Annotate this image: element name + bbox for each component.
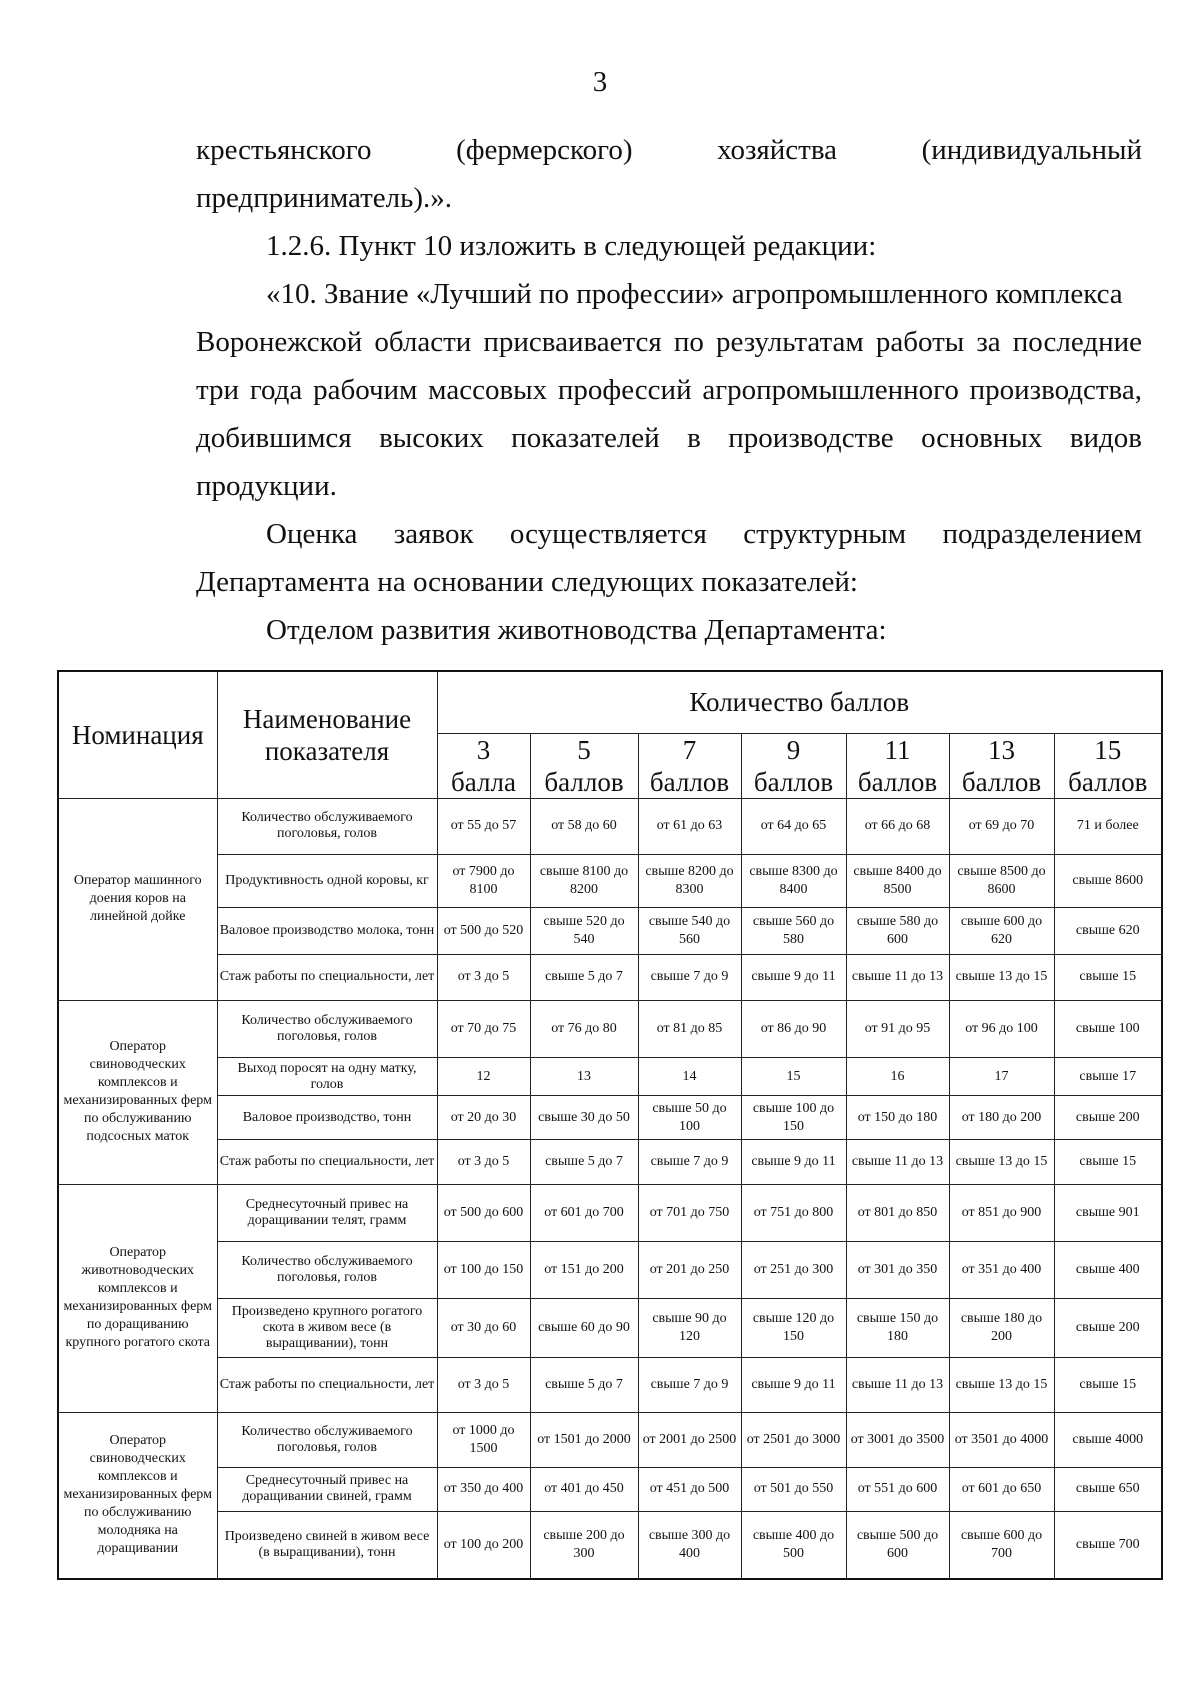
value-cell: свыше 560 до 580 — [741, 908, 846, 954]
paragraph-3-line-1: Оценка заявок осуществляется структурным подразделением — [266, 518, 1142, 550]
amendment-heading: 1.2.6. Пункт 10 изложить в следующей редакции: — [266, 230, 877, 262]
value-cell: свыше 4000 — [1054, 1412, 1162, 1467]
value-cell: от 70 до 75 — [437, 1001, 530, 1058]
points-number: 13 — [988, 734, 1015, 765]
value-cell: свыше 8500 до 8600 — [949, 855, 1054, 908]
points-unit: баллов — [961, 766, 1042, 797]
value-cell: свыше 50 до 100 — [638, 1096, 741, 1140]
value-cell: свыше 9 до 11 — [741, 1357, 846, 1412]
table-row — [58, 1140, 1162, 1184]
value-cell: свыше 13 до 15 — [949, 1140, 1054, 1184]
value-cell: от 96 до 100 — [949, 1001, 1054, 1058]
value-cell: свыше 15 — [1054, 1357, 1162, 1412]
indicator-cell: Стаж работы по специальности, лет — [217, 1140, 437, 1184]
value-cell: от 1501 до 2000 — [530, 1412, 638, 1467]
table-row — [58, 908, 1162, 954]
value-cell: от 451 до 500 — [638, 1467, 741, 1511]
paragraph-2-line-1: «10. Звание «Лучший по профессии» агропромышленного комплекса — [266, 278, 1123, 310]
value-cell: от 180 до 200 — [949, 1096, 1054, 1140]
paragraph-1-line-2: предприниматель).». — [196, 182, 453, 214]
value-cell: свыше 650 — [1054, 1467, 1162, 1511]
value-cell: от 7900 до 8100 — [437, 855, 530, 908]
value-cell: свыше 600 до 620 — [949, 908, 1054, 954]
points-number: 15 — [1094, 734, 1122, 765]
value-cell: 12 — [437, 1058, 530, 1096]
indicator-cell: Стаж работы по специальности, лет — [217, 954, 437, 1000]
table-row — [58, 1001, 1162, 1058]
points-unit: баллов — [1068, 766, 1148, 797]
points-number: 9 — [786, 734, 801, 765]
table-row — [58, 1357, 1162, 1412]
paragraph-3-line-2: Департамента на основании следующих показателей: — [196, 566, 858, 598]
value-cell: от 3 до 5 — [437, 1140, 530, 1184]
value-cell: свыше 100 — [1054, 1001, 1162, 1058]
value-cell: свыше 8600 — [1054, 855, 1162, 908]
value-cell: 14 — [638, 1058, 741, 1096]
value-cell: от 58 до 60 — [530, 798, 638, 855]
value-cell: свыше 5 до 7 — [530, 954, 638, 1000]
indicator-cell: Произведено свиней в живом весе (в выращивании), тонн — [217, 1511, 437, 1579]
value-cell: свыше 7 до 9 — [638, 1357, 741, 1412]
value-cell: свыше 150 до 180 — [846, 1298, 949, 1357]
value-cell: свыше 200 до 300 — [530, 1511, 638, 1579]
value-cell: свыше 5 до 7 — [530, 1357, 638, 1412]
value-cell: свыше 8300 до 8400 — [741, 855, 846, 908]
value-cell: от 350 до 400 — [437, 1467, 530, 1511]
word: (фермерского) — [456, 134, 633, 166]
word: (индивидуальный — [921, 134, 1142, 166]
value-cell: свыше 5 до 7 — [530, 1140, 638, 1184]
table-row — [58, 855, 1162, 908]
value-cell: от 500 до 600 — [437, 1184, 530, 1241]
nomination-cell: Оператор машинного доения коров на линейной дойке — [58, 798, 217, 1001]
points-header — [1054, 733, 1162, 798]
paragraph-2 — [196, 270, 1142, 510]
header-indicator: Наименование показателя — [217, 671, 437, 798]
points-header — [741, 733, 846, 798]
points-number: 3 — [476, 734, 491, 765]
points-header — [437, 733, 530, 798]
value-cell: свыше 520 до 540 — [530, 908, 638, 954]
value-cell: свыше 901 — [1054, 1184, 1162, 1241]
value-cell: от 30 до 60 — [437, 1298, 530, 1357]
table-row — [58, 954, 1162, 1000]
value-cell: свыше 300 до 400 — [638, 1511, 741, 1579]
value-cell: свыше 11 до 13 — [846, 1357, 949, 1412]
value-cell: свыше 200 — [1054, 1298, 1162, 1357]
value-cell: 16 — [846, 1058, 949, 1096]
value-cell: свыше 700 — [1054, 1511, 1162, 1579]
value-cell: от 251 до 300 — [741, 1241, 846, 1298]
value-cell: свыше 13 до 15 — [949, 1357, 1054, 1412]
scoring-table — [57, 670, 1163, 1580]
points-unit: баллов — [649, 766, 730, 797]
indicator-cell: Количество обслуживаемого поголовья, голов — [217, 1412, 437, 1467]
value-cell: свыше 8400 до 8500 — [846, 855, 949, 908]
value-cell: от 2501 до 3000 — [741, 1412, 846, 1467]
value-cell: от 64 до 65 — [741, 798, 846, 855]
value-cell: от 851 до 900 — [949, 1184, 1054, 1241]
value-cell: свыше 180 до 200 — [949, 1298, 1054, 1357]
points-number: 7 — [682, 734, 697, 765]
points-unit: баллов — [857, 766, 938, 797]
value-cell: от 61 до 63 — [638, 798, 741, 855]
indicator-cell: Количество обслуживаемого поголовья, голов — [217, 1001, 437, 1058]
value-cell: 71 и более — [1054, 798, 1162, 855]
table-row — [58, 1412, 1162, 1467]
indicator-cell: Продуктивность одной коровы, кг — [217, 855, 437, 908]
value-cell: от 601 до 650 — [949, 1467, 1054, 1511]
value-cell: свыше 7 до 9 — [638, 1140, 741, 1184]
value-cell: от 86 до 90 — [741, 1001, 846, 1058]
value-cell: свыше 8100 до 8200 — [530, 855, 638, 908]
value-cell: от 76 до 80 — [530, 1001, 638, 1058]
value-cell: от 201 до 250 — [638, 1241, 741, 1298]
value-cell: от 401 до 450 — [530, 1467, 638, 1511]
value-cell: от 551 до 600 — [846, 1467, 949, 1511]
table-row — [58, 798, 1162, 855]
value-cell: свыше 200 — [1054, 1096, 1162, 1140]
value-cell: свыше 7 до 9 — [638, 954, 741, 1000]
value-cell: свыше 400 — [1054, 1241, 1162, 1298]
value-cell: свыше 15 — [1054, 1140, 1162, 1184]
table-row — [58, 1298, 1162, 1357]
indicator-cell: Валовое производство молока, тонн — [217, 908, 437, 954]
value-cell: свыше 8200 до 8300 — [638, 855, 741, 908]
value-cell: свыше 60 до 90 — [530, 1298, 638, 1357]
value-cell: свыше 13 до 15 — [949, 954, 1054, 1000]
paragraph-2-body: Воронежской области присваивается по результатам работы за последние три года рабочим массовых профессий агропромышленного производства, добившимся высоких показателей в производстве основных видов продукции. — [196, 326, 1142, 502]
nomination-cell: Оператор свиноводческих комплексов и механизированных ферм по обслуживанию молодняка на доращивании — [58, 1412, 217, 1579]
value-cell: 15 — [741, 1058, 846, 1096]
value-cell: от 100 до 150 — [437, 1241, 530, 1298]
value-cell: от 151 до 200 — [530, 1241, 638, 1298]
value-cell: от 3 до 5 — [437, 1357, 530, 1412]
word: крестьянского — [196, 134, 372, 166]
value-cell: свыше 9 до 11 — [741, 954, 846, 1000]
value-cell: от 2001 до 2500 — [638, 1412, 741, 1467]
value-cell: свыше 11 до 13 — [846, 954, 949, 1000]
value-cell: от 69 до 70 — [949, 798, 1054, 855]
points-unit: баллов — [753, 766, 834, 797]
value-cell: 13 — [530, 1058, 638, 1096]
indicator-cell: Произведено крупного рогатого скота в живом весе (в выращивании), тонн — [217, 1298, 437, 1357]
value-cell: от 601 до 700 — [530, 1184, 638, 1241]
value-cell: от 91 до 95 — [846, 1001, 949, 1058]
table-row — [58, 1058, 1162, 1096]
value-cell: от 301 до 350 — [846, 1241, 949, 1298]
value-cell: свыше 540 до 560 — [638, 908, 741, 954]
value-cell: свыше 11 до 13 — [846, 1140, 949, 1184]
value-cell: от 1000 до 1500 — [437, 1412, 530, 1467]
value-cell: свыше 400 до 500 — [741, 1511, 846, 1579]
paragraph-3 — [196, 510, 1142, 606]
table-row — [58, 1467, 1162, 1511]
points-header — [949, 733, 1054, 798]
value-cell: от 801 до 850 — [846, 1184, 949, 1241]
points-number: 5 — [577, 734, 591, 765]
value-cell: свыше 500 до 600 — [846, 1511, 949, 1579]
value-cell: от 3001 до 3500 — [846, 1412, 949, 1467]
indicator-cell: Количество обслуживаемого поголовья, голов — [217, 798, 437, 855]
value-cell: свыше 17 — [1054, 1058, 1162, 1096]
value-cell: свыше 120 до 150 — [741, 1298, 846, 1357]
value-cell: от 701 до 750 — [638, 1184, 741, 1241]
value-cell: от 81 до 85 — [638, 1001, 741, 1058]
value-cell: от 500 до 520 — [437, 908, 530, 954]
value-cell: свыше 580 до 600 — [846, 908, 949, 954]
nomination-cell: Оператор свиноводческих комплексов и механизированных ферм по обслуживанию подсосных маток — [58, 1001, 217, 1185]
value-cell: от 150 до 180 — [846, 1096, 949, 1140]
value-cell: свыше 9 до 11 — [741, 1140, 846, 1184]
value-cell: от 3 до 5 — [437, 954, 530, 1000]
table-row — [58, 1184, 1162, 1241]
points-header — [846, 733, 949, 798]
value-cell: от 501 до 550 — [741, 1467, 846, 1511]
value-cell: от 751 до 800 — [741, 1184, 846, 1241]
table-row — [58, 1241, 1162, 1298]
value-cell: 17 — [949, 1058, 1054, 1096]
points-header — [638, 733, 741, 798]
value-cell: свыше 90 до 120 — [638, 1298, 741, 1357]
indicator-cell: Стаж работы по специальности, лет — [217, 1357, 437, 1412]
page-number: 3 — [592, 66, 608, 98]
value-cell: от 20 до 30 — [437, 1096, 530, 1140]
value-cell: от 66 до 68 — [846, 798, 949, 855]
header-nomination: Номинация — [58, 671, 217, 798]
indicator-cell: Среднесуточный привес на доращивании телят, грамм — [217, 1184, 437, 1241]
indicator-cell: Среднесуточный привес на доращивании свиней, грамм — [217, 1467, 437, 1511]
value-cell: от 3501 до 4000 — [949, 1412, 1054, 1467]
table-caption: Отделом развития животноводства Департамента: — [266, 614, 887, 646]
value-cell: от 351 до 400 — [949, 1241, 1054, 1298]
indicator-cell: Количество обслуживаемого поголовья, голов — [217, 1241, 437, 1298]
points-header — [530, 733, 638, 798]
indicator-cell: Выход поросят на одну матку, голов — [217, 1058, 437, 1096]
points-unit: баллов — [544, 766, 624, 797]
nomination-cell: Оператор животноводческих комплексов и механизированных ферм по доращиванию крупного рогатого скота — [58, 1184, 217, 1412]
paragraph-1-line-1 — [196, 126, 1142, 174]
value-cell: свыше 15 — [1054, 954, 1162, 1000]
points-unit: балла — [451, 766, 516, 797]
word: хозяйства — [717, 134, 837, 166]
value-cell: от 100 до 200 — [437, 1511, 530, 1579]
table-row — [58, 1511, 1162, 1579]
value-cell: свыше 620 — [1054, 908, 1162, 954]
points-number: 11 — [884, 734, 911, 765]
table-row — [58, 1096, 1162, 1140]
indicator-cell: Валовое производство, тонн — [217, 1096, 437, 1140]
value-cell: свыше 30 до 50 — [530, 1096, 638, 1140]
value-cell: свыше 600 до 700 — [949, 1511, 1054, 1579]
value-cell: от 55 до 57 — [437, 798, 530, 855]
header-points: Количество баллов — [437, 671, 1162, 733]
value-cell: свыше 100 до 150 — [741, 1096, 846, 1140]
